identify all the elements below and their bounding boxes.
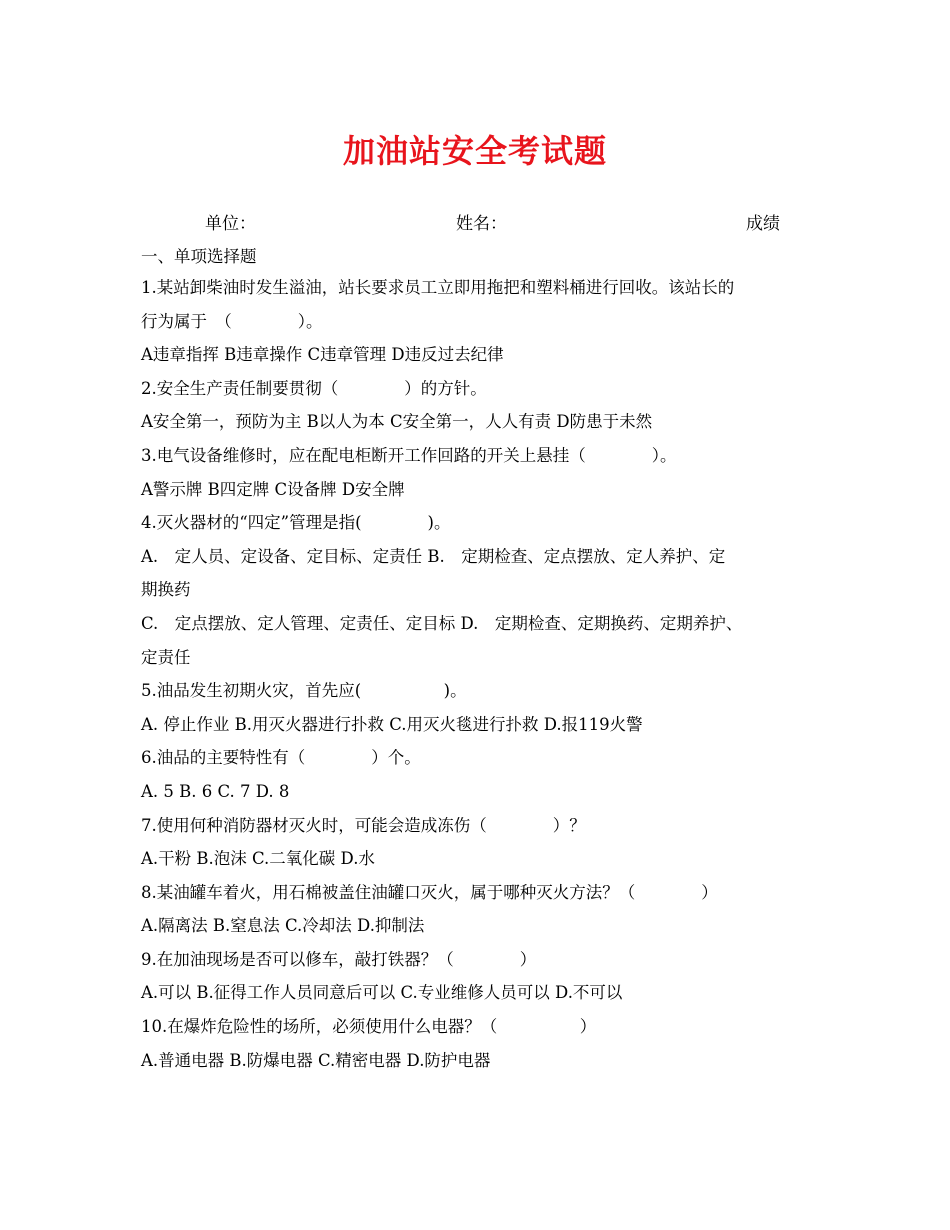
question-line: 7.使用何种消防器材灭火时，可能会造成冻伤（ ）？ — [141, 815, 586, 835]
question-line: 1.某站卸柴油时发生溢油，站长要求员工立即用拖把和塑料桶进行回收。该站长的 — [141, 278, 735, 297]
question-line: 10.在爆炸危险性的场所，必须使用什么电器？（ ） — [141, 1017, 597, 1037]
options-line: A.普通电器 B.防爆电器 C.精密电器 D.防护电器 — [141, 1050, 491, 1070]
name-label: 姓名： — [456, 214, 507, 234]
question-line: 4.灭火器材的“四定”管理是指( )。 — [141, 513, 451, 533]
options-line: A. 停止作业 B.用灭火器进行扑救 C.用灭火毯进行扑救 D.报119火警 — [141, 714, 643, 734]
unit-label: 单位： — [205, 214, 256, 234]
options-line: A违章指挥 B违章操作 C违章管理 D违反过去纪律 — [141, 345, 504, 365]
question-line: 行为属于 （ ）。 — [141, 311, 323, 331]
question-line: 2.安全生产责任制要贯彻（ ）的方针。 — [141, 378, 487, 398]
section-heading: 一、单项选择题 — [141, 247, 257, 266]
question-line: 5.油品发生初期火灾，首先应( )。 — [141, 681, 467, 701]
options-line: A.干粉 B.泡沫 C.二氧化碳 D.水 — [141, 849, 375, 869]
info-row — [0, 209, 950, 233]
document-title: 加油站安全考试题 — [342, 132, 607, 170]
options-line: A安全第一，预防为主 B以人为本 C安全第一，人人有责 D防患于未然 — [141, 412, 653, 432]
question-line: 3.电气设备维修时，应在配电柜断开工作回路的开关上悬挂（ ）。 — [141, 445, 677, 465]
options-line: 期换药 — [141, 580, 191, 600]
options-line: A. 5 B. 6 C. 7 D. 8 — [141, 781, 290, 801]
score-label: 成绩 — [746, 214, 780, 234]
options-line: A.隔离法 B.窒息法 C.冷却法 D.抑制法 — [141, 916, 425, 936]
options-line: A.可以 B.征得工作人员同意后可以 C.专业维修人员可以 D.不可以 — [141, 983, 623, 1003]
question-line: 8.某油罐车着火，用石棉被盖住油罐口灭火，属于哪种灭火方法？（ ） — [141, 882, 718, 902]
question-body — [141, 243, 831, 1077]
options-line: A. 定人员、定设备、定目标、定责任 B. 定期检查、定点摆放、定人养护、定 — [141, 546, 726, 566]
question-line: 6.油品的主要特性有（ ）个。 — [141, 748, 421, 768]
options-line: 定责任 — [141, 647, 191, 667]
question-line: 9.在加油现场是否可以修车，敲打铁器？（ ） — [141, 949, 537, 969]
options-line: A警示牌 B四定牌 C设备牌 D安全牌 — [141, 479, 405, 499]
options-line: C. 定点摆放、定人管理、定责任、定目标 D. 定期检查、定期换药、定期养护、 — [141, 613, 743, 633]
